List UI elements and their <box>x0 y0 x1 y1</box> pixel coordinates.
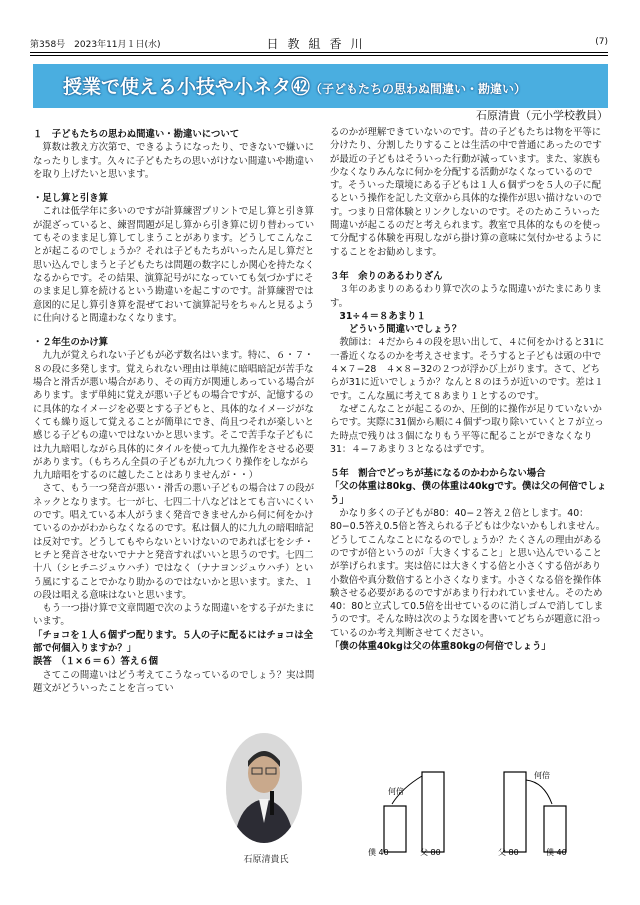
paragraph: これは低学年に多いのですが計算練習プリントで足し算と引き算が混ざっていると、練習問題が足し算から引き算に切り替わっていてもそのまま足し算してしまうことがあります。どうしてこんなことが起こるのでしょうか？それは子どもたちがいったん足し算だと思い込んでしまうと子どもたちは問題の数字にしか関心を持たなくなるからです。その結果、演算記号がになっていても気づかずにそのまま足し算を続けるという勘違いを起こすのです。計算練習では意図的に足し算引き算を混ぜておいて演算記号をちゃんと見るように仕向けると間違わなくなります。 <box>33 206 315 324</box>
problem-text: 「父の体重は80kg、僕の体重は40kgです。僕は父の何倍でしょう」 <box>330 481 607 506</box>
page-header <box>30 37 608 51</box>
paragraph: ３年のあまりのあるわり算で次のような間違いがたまにあります。 <box>330 284 602 309</box>
section-heading: ・足し算と引き算 <box>33 193 109 205</box>
father-bar-right <box>504 772 526 852</box>
issue-date: 第358号 2023年11月１日(水) <box>30 40 161 50</box>
boy-bar-right <box>544 806 566 852</box>
section-heading: ・２年生のかけ算 <box>33 337 109 349</box>
right-column <box>330 126 608 653</box>
paragraph: かなり多くの子どもが80：40−２答え２倍とします。40：80−0.5答え0.5倍と答えられる子どもは少ないかもしれません。どうしてこんなことになるのでしょうか？たくさんの理由があるのですが倍というのが「大きくすること」と思い込んでいることが挙げられます。実は倍には大きくする倍と小さくする倍があり小数倍や真分数倍すると小さくなります。小さくなる倍を操作体験させる必要があるのですがあまり行われていません。そのため40：80と立式して0.5倍を出せているのに消しゴムで消してしまうのです。そんな時は次のような図を書いてどちらが題意に沿っているのか考え判断させてください。 <box>330 508 606 639</box>
spacer <box>33 325 316 334</box>
label-boy-left: 僕 40 <box>368 848 389 857</box>
father-bar-left <box>422 772 444 852</box>
problem-text: 31÷４＝８あまり１ <box>330 310 426 322</box>
article-subtitle: （子どもたちの思わぬ間違い・勘違い） <box>310 82 527 96</box>
header-rule <box>30 52 608 53</box>
spacer <box>33 181 316 190</box>
page-number: (7) <box>595 37 608 47</box>
label-boy-right: 僕 40 <box>546 848 567 857</box>
article-title: 授業で使える小技や小ネタ㊷ <box>63 76 311 98</box>
boy-bar-left <box>384 806 406 852</box>
paragraph: るのかが理解できていないのです。昔の子どもたちは物を平等に分けたり、分割したりすることは生活の中で普通にあったのですが最近の子どもはそういった行動が減っています。また、家族も少なくなりみんなに何かを分配する活動がなくなっているのです。そういった環境にある子どもは１人６個ずつを５人の子に配るという操作を記した文章から具体的な操作が思い描けないのです。つまり日常体験とリンクしないのです。そのためこういった間違いが起こるのだと考えられます。教室で具体的なものを使って分配する体験を再現しながら掛け算の意味に気付かせるようにすることをお勧めします。 <box>330 127 602 258</box>
paragraph: なぜこんなことが起こるのか、圧倒的に操作が足りていないからです。実際に31個から順に４個ずつ取り除いていくと７が立った時点で残りは３個になりもう平等に配ることができなくなり31：４−７あまり３となるはずです。 <box>330 403 604 455</box>
spacer <box>330 456 608 465</box>
problem-text: 誤答 （１×６＝６）答え６個 <box>33 656 159 668</box>
section-heading: １ 子どもたちの思わぬ間違い・勘違いについて <box>33 129 240 140</box>
ratio-figure <box>362 768 602 858</box>
label-father-left: 父 80 <box>420 848 441 857</box>
author-photo <box>226 733 302 843</box>
newspaper-name: 日教組香川 <box>266 37 372 51</box>
problem-text: 「僕の体重40kgは父の体重80kgの何倍でしょう」 <box>330 640 551 652</box>
paragraph: さて、もう一つ発音が悪い・滑舌の悪い子どもの場合は７の段がネックとなります。七一が七、七四二十八などはとても言いにくいのです。唱えている本人がうまく発音できませんから何に何をかけているのかがわからなくなるのです。私は個人的に九九の暗唱暗記は反対です。どうしてもやらないといけないのであれば七をシチ・ヒチと発音させないでナナと発音すればいいと思うのです。七四二十八（シヒチニジュウハチ）ではなく（ナナヨンジュウハチ）という風にすることでかなり助かるのではないかと思います。また、１の段は唱える意味はないと思います。 <box>33 483 315 601</box>
label-what-left: 何倍 <box>388 787 404 796</box>
author-byline: 石原清貴（元小学校教員） <box>476 109 608 122</box>
header-rule-2 <box>30 55 608 56</box>
problem-text: 「チョコを１人６個ずつ配ります。５人の子に配るにはチョコは全部で何個入りますか？」 <box>33 629 313 654</box>
problem-text: どういう間違いでしょう？ <box>330 324 462 336</box>
paragraph: 教師は：４だから４の段を思い出して、４に何をかけると31に一番近くなるのかを考えさせます。そうすると子どもは頭の中で４×７−28 ４×８−32の２つが浮かび上がります。さて、どちらが31に近いでしょうか？なんと８のほうが近いのです。差は１です。こんな風に考えて８あまり１とするのです。 <box>330 337 605 402</box>
label-what-right: 何倍 <box>534 771 550 780</box>
arrow-right-icon <box>526 780 552 804</box>
left-column <box>33 126 316 695</box>
paragraph: もう一つ掛け算で文章問題で次のような間違いをする子がたまにいます。 <box>33 603 315 628</box>
photo-caption: 石原清貴氏 <box>243 855 289 865</box>
paragraph: さてこの間違いはどう考えてこうなっているのでしょう？実は問題文がどういったことを言ってい <box>33 669 315 694</box>
spacer <box>330 259 608 268</box>
section-heading: ５年 割合でどっちが基になるのかわからない場合 <box>330 468 546 480</box>
section-heading: ３年 余りのあるわりざん <box>330 270 443 282</box>
paragraph: 九九が覚えられない子どもが必ず数名はいます。特に、６・７・８の段に多発します。覚えられない理由は単純に暗唱暗記が苦手な場合と滑舌が悪い場合があり、その両方が関連しあっている場合があります。まず単純に覚えが悪い子どもの場合ですが、記憶するのに具体的なイメージを必要とする子どもと、具体的なイメージがなくても繰り返して覚えることが簡単にでき、尚且つそれが楽しいと感じる子どもの違いではないかと思います。そこで苦手な子どもには九九暗唱しながら具体的にタイルを使って九九操作をさせる必要があります。（もちろん全員の子どもが九九つくり操作をしながら九九暗唱をするのに越したことはありませんが・・） <box>33 350 315 482</box>
label-father-right: 父 80 <box>498 848 519 857</box>
title-banner <box>33 64 608 108</box>
paragraph: 算数は教え方次第で、できるようになったり、できないで嫌いになったりします。久々に子どもたちの思いがけない間違いや勘違いを取り上げたいと思います。 <box>33 142 315 180</box>
